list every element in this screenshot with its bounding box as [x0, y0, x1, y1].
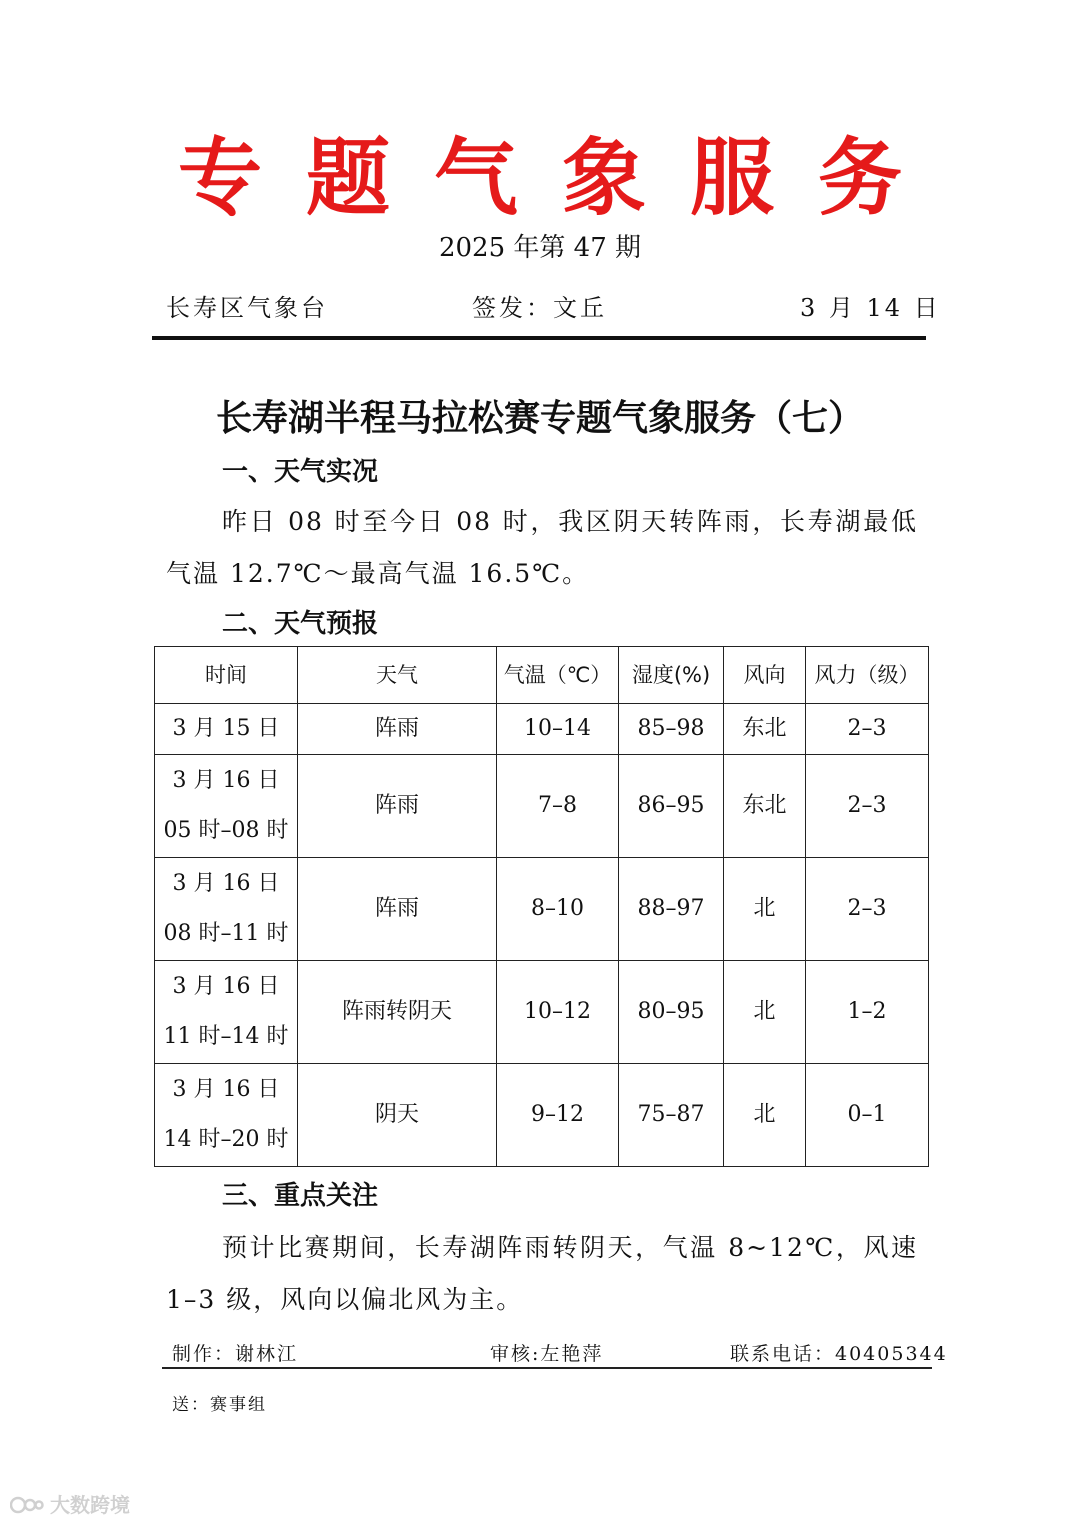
table-row	[155, 755, 929, 858]
table-header-row	[155, 647, 929, 704]
issuer: 长寿区气象台	[166, 294, 328, 322]
cell-wind-force: 2–3	[806, 704, 929, 755]
cell-date: 3 月 16 日	[172, 1077, 280, 1102]
observations-paragraph: 昨日 08 时至今日 08 时，我区阴天转阵雨，长寿湖最低气温 12.7℃～最高气温 16.5℃。	[166, 507, 918, 588]
issue-number: 2025 年第 47 期	[438, 233, 642, 263]
producer: 制作：谢林江	[172, 1343, 299, 1365]
cell-date: 3 月 16 日	[172, 974, 280, 999]
header-rule	[152, 336, 926, 340]
cell-weather: 阵雨	[298, 704, 497, 755]
cell-wind-force: 2–3	[806, 858, 929, 961]
cell-weather: 阴天	[298, 1064, 497, 1167]
section-heading-focus: 三、重点关注	[222, 1181, 379, 1211]
cell-date: 3 月 16 日	[172, 768, 280, 793]
cell-date: 3 月 16 日	[172, 871, 280, 896]
header-wind-force: 风力（级）	[806, 647, 929, 704]
header-humidity: 湿度(%)	[619, 647, 724, 704]
cell-wind-direction: 北	[724, 1064, 806, 1167]
cell-temp: 9–12	[497, 1064, 619, 1167]
cell-wind-force: 1–2	[806, 961, 929, 1064]
cell-humidity: 86–95	[619, 755, 724, 858]
header-weather: 天气	[298, 647, 497, 704]
watermark	[10, 1490, 130, 1520]
forecast-table	[154, 646, 929, 1167]
cell-period: 14 时–20 时	[163, 1127, 289, 1152]
issue-date: 3 月 14 日	[800, 294, 941, 322]
reviewer: 审核:左艳萍	[490, 1343, 604, 1365]
contact-phone: 联系电话：40405344	[730, 1343, 948, 1365]
header-time: 时间	[155, 647, 298, 704]
watermark-logo-icon	[10, 1494, 44, 1516]
table-row	[155, 961, 929, 1064]
cell-wind-direction: 东北	[724, 704, 806, 755]
cell-wind-direction: 北	[724, 961, 806, 1064]
focus-paragraph: 预计比赛期间，长寿湖阵雨转阴天，气温 8~12℃，风速 1–3 级，风向以偏北风为主。	[166, 1233, 918, 1314]
cell-time	[155, 961, 298, 1064]
watermark-text: 大数跨境	[50, 1493, 130, 1517]
cell-time	[155, 858, 298, 961]
cell-date: 3 月 15 日	[172, 716, 280, 741]
cell-temp: 8–10	[497, 858, 619, 961]
cell-time	[155, 704, 298, 755]
section-heading-forecast: 二、天气预报	[222, 609, 379, 639]
cell-temp: 10–12	[497, 961, 619, 1064]
cell-period: 11 时–14 时	[163, 1024, 289, 1049]
cell-time	[155, 755, 298, 858]
header-wind-direction: 风向	[724, 647, 806, 704]
cell-wind-force: 2–3	[806, 755, 929, 858]
footer-rule	[162, 1367, 932, 1369]
cell-humidity: 80–95	[619, 961, 724, 1064]
cell-humidity: 88–97	[619, 858, 724, 961]
cell-weather: 阵雨	[298, 858, 497, 961]
cell-temp: 7–8	[497, 755, 619, 858]
cell-wind-direction: 北	[724, 858, 806, 961]
table-row	[155, 1064, 929, 1167]
cell-period: 05 时–08 时	[163, 818, 289, 843]
send-to: 送：赛事组	[172, 1395, 267, 1415]
cell-humidity: 85–98	[619, 704, 724, 755]
cell-temp: 10–14	[497, 704, 619, 755]
cell-weather: 阵雨	[298, 755, 497, 858]
section-heading-observations: 一、天气实况	[222, 457, 379, 487]
document-title: 长寿湖半程马拉松赛专题气象服务（七）	[215, 398, 864, 439]
masthead-title: 专题气象服务	[177, 129, 946, 227]
table-row	[155, 704, 929, 755]
cell-humidity: 75–87	[619, 1064, 724, 1167]
header-temperature: 气温（℃）	[497, 647, 619, 704]
cell-wind-force: 0–1	[806, 1064, 929, 1167]
cell-time	[155, 1064, 298, 1167]
cell-wind-direction: 东北	[724, 755, 806, 858]
table-row	[155, 858, 929, 961]
cell-period: 08 时–11 时	[163, 921, 289, 946]
signer: 签发：文丘	[472, 294, 607, 322]
cell-weather: 阵雨转阴天	[298, 961, 497, 1064]
